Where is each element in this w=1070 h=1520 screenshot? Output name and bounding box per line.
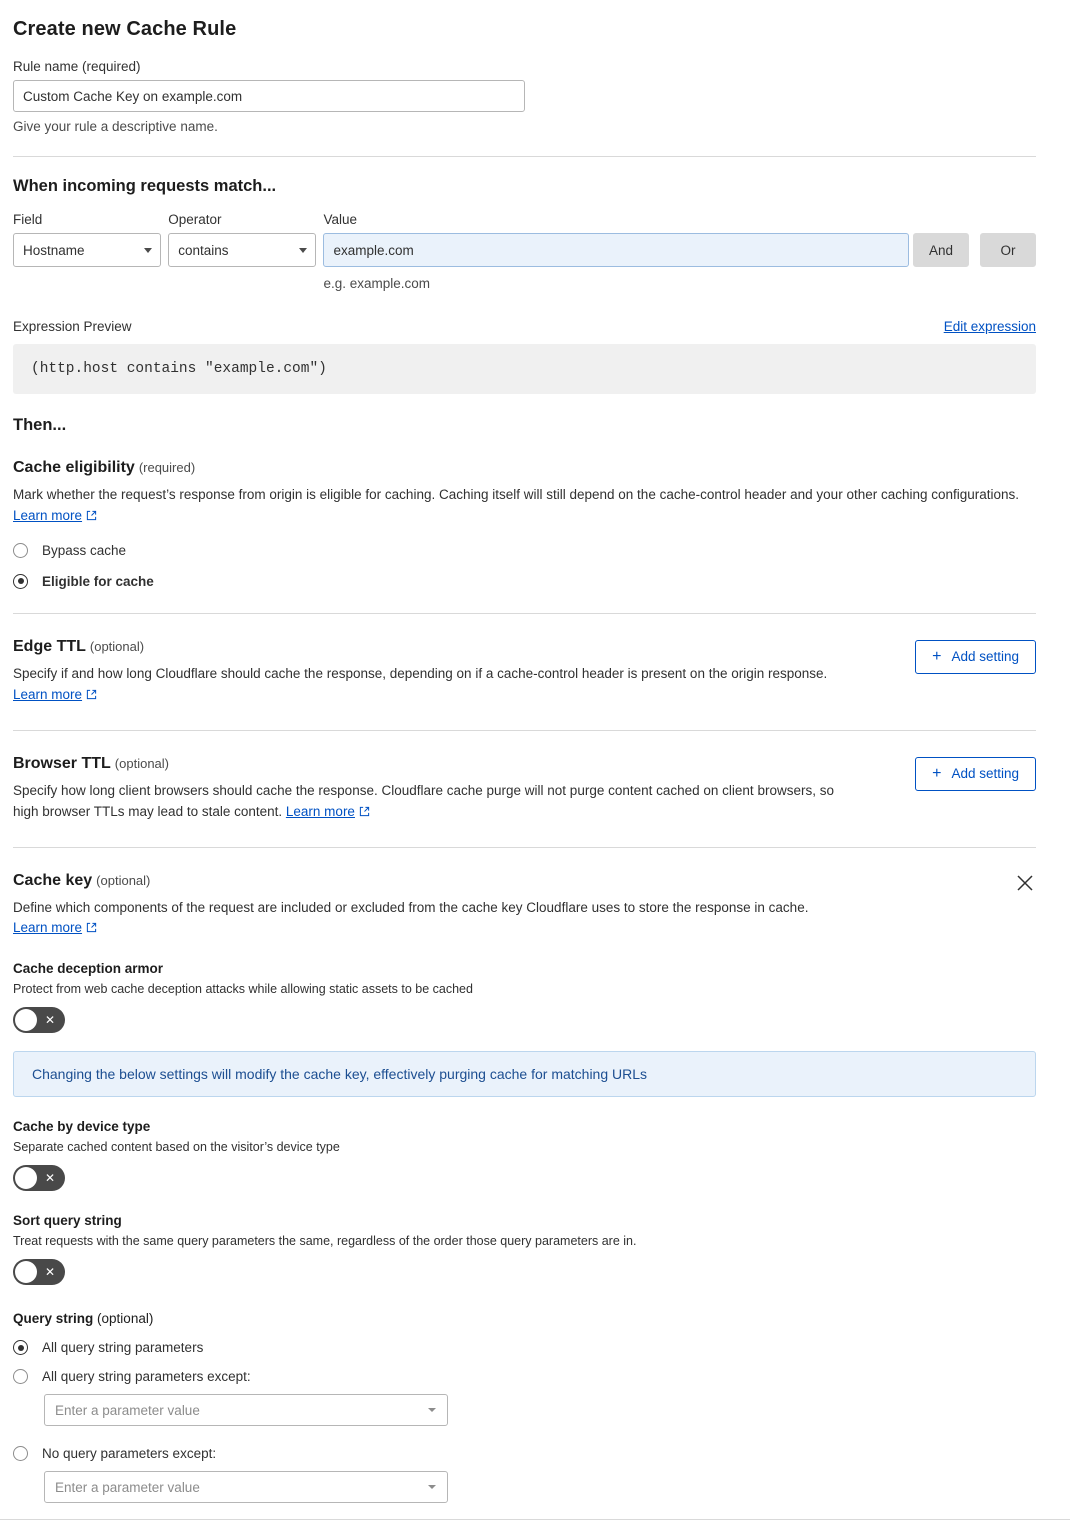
cache-deception-armor-description: Protect from web cache deception attacks while allowing static assets to be cached [13,982,473,997]
cache-eligibility-description: Mark whether the request’s response from origin is eligible for caching. Caching itself will still depend on the cache-control header and your other caching configurations. Learn more [13,487,1020,523]
browser-ttl-add-setting-button[interactable] [915,757,1036,791]
toggle-knob [15,1167,37,1189]
close-icon[interactable] [1014,872,1036,894]
rule-name-label: Rule name (required) [13,59,141,74]
field-select[interactable] [13,233,161,267]
operator-column [168,212,323,267]
expression-preview-box: (http.host contains "example.com") [13,344,1036,394]
radio-all-query-string-parameters[interactable] [13,1340,1036,1355]
chevron-down-icon [428,1408,436,1412]
radio-icon [13,1446,28,1461]
external-link-icon [86,510,97,521]
edge-ttl-add-setting-button[interactable] [915,640,1036,674]
cache-by-device-type-toggle[interactable] [13,1165,65,1191]
value-input[interactable] [323,233,909,267]
sort-query-string-description: Treat requests with the same query parameters the same, regardless of the order those query parameters are in. [13,1234,637,1249]
sort-query-string-title: Sort query string [13,1213,122,1229]
radio-bypass-cache[interactable] [13,543,1036,558]
rule-name-help: Give your rule a descriptive name. [13,119,218,134]
radio-icon-selected [13,574,28,589]
radio-label: All query string parameters except: [42,1369,251,1385]
toggle-off-icon: ✕ [44,1013,55,1028]
plus-icon: + [932,764,942,782]
sort-query-string-toggle[interactable] [13,1259,65,1285]
browser-ttl-section [13,731,1036,823]
match-row [13,212,1036,291]
radio-label: Eligible for cache [42,573,154,589]
add-setting-label: Add setting [951,766,1019,782]
value-column [323,212,913,291]
and-button[interactable]: And [913,233,969,267]
radio-eligible-for-cache[interactable] [13,574,1036,589]
cache-key-learn-more-link[interactable]: Learn more [13,920,83,936]
cache-eligibility-learn-more-link[interactable]: Learn more [13,507,83,523]
query-string-title: Query string (optional) [13,1311,154,1327]
plus-icon: + [932,647,942,665]
chevron-down-icon [428,1485,436,1489]
operator-select-value: contains [178,242,229,258]
cache-eligibility-title: Cache eligibility (required) [13,459,196,476]
toggle-off-icon: ✕ [44,1265,55,1280]
radio-icon [13,543,28,558]
rule-name-input[interactable] [13,80,525,112]
or-button[interactable]: Or [980,233,1036,267]
expression-header [13,319,1036,334]
field-column [13,212,168,267]
add-setting-label: Add setting [951,649,1019,665]
value-help: e.g. example.com [323,276,431,291]
logic-buttons [913,212,1036,267]
cache-by-device-type-title: Cache by device type [13,1119,151,1135]
cache-key-title: Cache key (optional) [13,871,151,889]
operator-label: Operator [168,212,222,227]
divider [13,847,1036,848]
parameter-placeholder: Enter a parameter value [55,1402,200,1418]
cache-key-notice: Changing the below settings will modify the cache key, effectively purging cache for matching URLs [13,1051,1036,1097]
cache-deception-armor-toggle[interactable] [13,1007,65,1033]
parameter-placeholder: Enter a parameter value [55,1479,200,1495]
edge-ttl-section [13,614,1036,706]
operator-select[interactable] [168,233,316,267]
then-heading: Then... [13,416,67,434]
field-select-value: Hostname [23,242,85,258]
chevron-down-icon [144,248,152,253]
radio-label: No query parameters except: [42,1446,217,1462]
radio-label: All query string parameters [42,1340,204,1356]
radio-icon-selected [13,1340,28,1355]
cache-deception-armor-title: Cache deception armor [13,961,164,977]
radio-all-query-string-parameters-except[interactable] [13,1369,1036,1384]
page-title: Create new Cache Rule [13,18,237,40]
no-except-parameter-select[interactable] [44,1471,448,1503]
cache-by-device-type-description: Separate cached content based on the visitor’s device type [13,1140,340,1155]
edge-ttl-learn-more-link[interactable]: Learn more [13,686,83,702]
all-except-parameter-select[interactable] [44,1394,448,1426]
rule-name-group [13,59,1036,134]
cache-key-section [13,872,1036,1504]
edge-ttl-description: Specify if and how long Cloudflare should cache the response, depending on if a cache-control header is present on the origin response. Learn more [13,665,828,702]
match-heading: When incoming requests match... [13,177,277,195]
expression-preview-label: Expression Preview [13,319,132,334]
toggle-knob [15,1009,37,1031]
field-label: Field [13,212,43,227]
value-label: Value [323,212,357,227]
external-link-icon [86,689,97,700]
cache-key-description: Define which components of the request are included or excluded from the cache key Cloudflare uses to store the response in cache. Learn more [13,899,809,936]
radio-icon [13,1369,28,1384]
radio-label: Bypass cache [42,542,127,558]
edit-expression-link[interactable]: Edit expression [943,319,1036,334]
toggle-knob [15,1261,37,1283]
external-link-icon [359,806,370,817]
radio-no-query-parameters-except[interactable] [13,1446,1036,1461]
chevron-down-icon [299,248,307,253]
browser-ttl-title: Browser TTL (optional) [13,754,169,772]
browser-ttl-description: Specify how long client browsers should cache the response. Cloudflare cache purge will not purge content cached on client browsers, so high browser TTLs may lead to stale content. Learn more [13,782,834,819]
toggle-off-icon: ✕ [44,1171,55,1186]
edge-ttl-title: Edge TTL (optional) [13,637,145,655]
external-link-icon [86,922,97,933]
browser-ttl-learn-more-link[interactable]: Learn more [285,803,355,819]
divider [13,156,1036,157]
